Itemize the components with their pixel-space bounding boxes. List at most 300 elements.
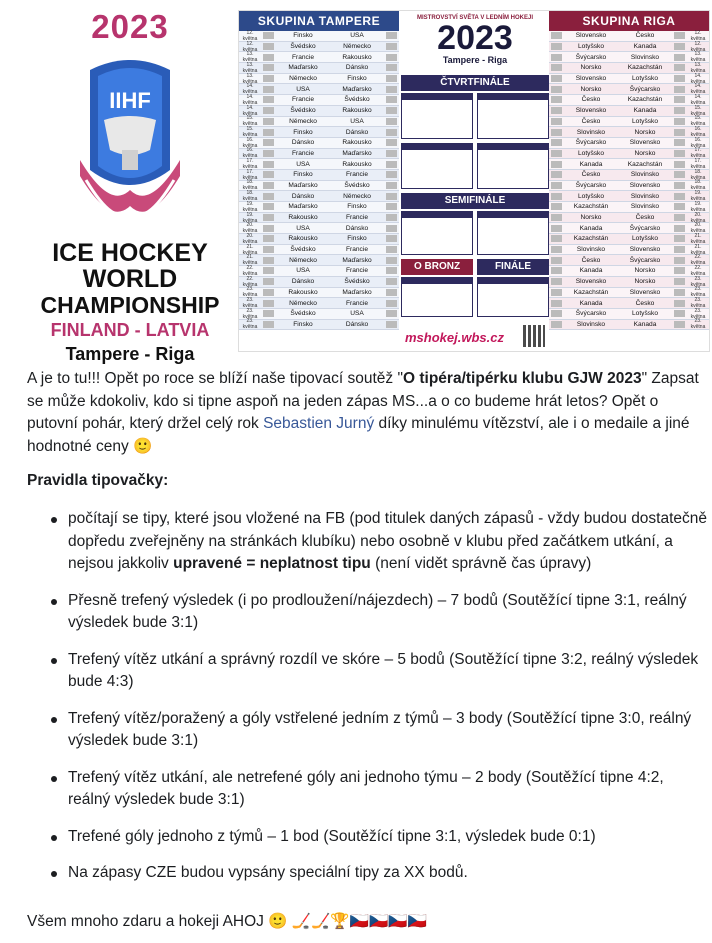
away-team: Lotyšsko bbox=[631, 310, 659, 318]
home-team: Finsko bbox=[293, 32, 313, 40]
away-team: Lotyšsko bbox=[631, 75, 659, 83]
away-team: Švédsko bbox=[344, 278, 370, 286]
match-row bbox=[239, 320, 399, 331]
match-date: 17. května bbox=[242, 168, 258, 181]
bronze-header: O BRONZ bbox=[401, 259, 473, 275]
flag-icon bbox=[551, 278, 562, 285]
rule-item bbox=[48, 508, 708, 576]
flag-icon bbox=[674, 64, 685, 71]
flag-icon bbox=[551, 129, 562, 136]
match-row bbox=[549, 31, 709, 42]
match-date: 13. května bbox=[242, 51, 258, 64]
home-team: Česko bbox=[581, 117, 601, 125]
match-date: 21. května bbox=[690, 232, 706, 245]
flag-icon bbox=[386, 193, 397, 200]
flag-icon bbox=[551, 139, 562, 146]
logo-line-4: FINLAND - LATVIA bbox=[50, 320, 210, 340]
home-team: Kanada bbox=[579, 299, 603, 307]
flag-icon bbox=[386, 289, 397, 296]
match-row bbox=[549, 117, 709, 128]
flag-icon bbox=[386, 171, 397, 178]
flag-icon bbox=[551, 54, 562, 61]
match-date: 13. května bbox=[242, 61, 258, 74]
home-team: USA bbox=[296, 160, 310, 168]
flag-icon bbox=[674, 310, 685, 317]
flag-icon bbox=[551, 32, 562, 39]
match-row bbox=[549, 191, 709, 202]
away-team: Kanada bbox=[633, 107, 657, 115]
group-riga bbox=[549, 11, 709, 353]
match-date: 23. května bbox=[242, 307, 258, 320]
home-team: Švýcarsko bbox=[575, 310, 607, 318]
flag-icon bbox=[551, 257, 562, 264]
away-team: Kazachstán bbox=[627, 96, 663, 104]
flag-icon bbox=[551, 43, 562, 50]
flag-icon bbox=[263, 64, 274, 71]
match-date: 14. května bbox=[242, 93, 258, 106]
home-team: Kanada bbox=[579, 160, 603, 168]
flag-icon bbox=[263, 310, 274, 317]
flag-icon bbox=[263, 278, 274, 285]
match-date: 18. května bbox=[242, 179, 258, 192]
match-row bbox=[239, 84, 399, 95]
match-row bbox=[239, 255, 399, 266]
home-team: Kazachstán bbox=[573, 235, 609, 243]
flag-icon bbox=[551, 171, 562, 178]
away-team: Kazachstán bbox=[627, 160, 663, 168]
flag-icon bbox=[386, 139, 397, 146]
flag-icon bbox=[263, 75, 274, 82]
match-row bbox=[549, 95, 709, 106]
match-row bbox=[549, 84, 709, 95]
match-row bbox=[549, 138, 709, 149]
flag-icon bbox=[386, 54, 397, 61]
championship-logo bbox=[22, 4, 238, 364]
match-date: 16. května bbox=[242, 136, 258, 149]
group-riga-title: SKUPINA RIGA bbox=[549, 11, 709, 31]
away-team: USA bbox=[350, 117, 364, 125]
match-row bbox=[239, 63, 399, 74]
match-row bbox=[239, 31, 399, 42]
logo-line-3: CHAMPIONSHIP bbox=[40, 292, 220, 318]
home-team: USA bbox=[296, 85, 310, 93]
home-team: Německo bbox=[289, 256, 317, 264]
match-date: 14. května bbox=[242, 83, 258, 96]
match-date: 15. května bbox=[690, 104, 706, 117]
poster-subtitle: Tampere - Riga bbox=[442, 55, 508, 65]
home-team: Německo bbox=[289, 299, 317, 307]
flag-icon bbox=[674, 267, 685, 274]
flag-icon bbox=[674, 203, 685, 210]
flag-icon bbox=[551, 75, 562, 82]
flag-icon bbox=[386, 235, 397, 242]
home-team: Norsko bbox=[580, 64, 602, 72]
home-team: Dánsko bbox=[291, 192, 315, 200]
home-team: Slovinsko bbox=[576, 128, 606, 136]
match-date: 22. května bbox=[690, 264, 706, 277]
match-date: 23. května bbox=[690, 275, 706, 288]
flag-icon bbox=[551, 246, 562, 253]
home-team: Slovensko bbox=[575, 32, 607, 40]
away-team: Kanada bbox=[633, 320, 657, 328]
flag-icon bbox=[263, 96, 274, 103]
away-team: Dánsko bbox=[345, 128, 369, 136]
flag-icon bbox=[551, 118, 562, 125]
match-date: 18. května bbox=[242, 190, 258, 203]
intro-text-1: A je to tu!!! Opět po roce se blíží naše tipovací soutěž " bbox=[27, 370, 403, 387]
bronze-box bbox=[401, 277, 473, 317]
flag-icon bbox=[386, 267, 397, 274]
match-row bbox=[549, 52, 709, 63]
rule-item: Trefený vítěz/poražený a góly vstřelené jedním z týmů – 3 body (Soutěžící tipne 3:0, reálný výsledek bude 3:1) bbox=[48, 708, 708, 753]
qf-box-4 bbox=[477, 143, 549, 189]
away-team: Maďarsko bbox=[342, 149, 372, 157]
logo-year: 2023 bbox=[91, 8, 169, 45]
schedule-poster bbox=[238, 10, 710, 352]
match-date: 12. května bbox=[690, 40, 706, 53]
match-date: 21. května bbox=[242, 254, 258, 267]
flag-icon bbox=[674, 129, 685, 136]
match-row bbox=[239, 52, 399, 63]
home-team: Česko bbox=[581, 256, 601, 264]
match-date: 14. května bbox=[690, 93, 706, 106]
sf-box-2 bbox=[477, 211, 549, 255]
flag-icon bbox=[263, 32, 274, 39]
flag-icon bbox=[674, 225, 685, 232]
away-team: Česko bbox=[635, 214, 655, 222]
away-team: Norsko bbox=[634, 267, 656, 275]
home-team: Finsko bbox=[293, 128, 313, 136]
poster-website: mshokej.wbs.cz bbox=[405, 330, 504, 345]
flag-icon bbox=[386, 107, 397, 114]
away-team: Švýcarsko bbox=[629, 85, 661, 93]
flag-icon bbox=[674, 118, 685, 125]
flag-icon bbox=[263, 139, 274, 146]
rule-item: Přesně trefený výsledek (i po prodloužení/nájezdech) – 7 bodů (Soutěžící tipne 3:1, reálný výsledek bude 3:1) bbox=[48, 590, 708, 635]
match-date: 17. května bbox=[690, 147, 706, 160]
flag-icon bbox=[551, 107, 562, 114]
flag-icon bbox=[674, 182, 685, 189]
match-date: 13. května bbox=[690, 61, 706, 74]
match-date: 18. května bbox=[690, 179, 706, 192]
away-team: Francie bbox=[346, 267, 368, 275]
rules-title: Pravidla tipovačky: bbox=[27, 472, 169, 489]
rule-1-note: (není vidět správně čas úpravy) bbox=[370, 555, 592, 572]
match-date: 19. května bbox=[690, 200, 706, 213]
home-team: Švýcarsko bbox=[575, 139, 607, 147]
final-header: FINÁLE bbox=[477, 259, 549, 275]
match-row bbox=[549, 63, 709, 74]
flag-icon bbox=[551, 86, 562, 93]
away-team: Slovinsko bbox=[630, 203, 660, 211]
flag-icon bbox=[263, 321, 274, 328]
match-row bbox=[549, 277, 709, 288]
flag-icon bbox=[386, 278, 397, 285]
home-team: Švýcarsko bbox=[575, 181, 607, 189]
match-row bbox=[239, 138, 399, 149]
flag-icon bbox=[674, 289, 685, 296]
home-team: Norsko bbox=[580, 214, 602, 222]
flag-icon bbox=[674, 107, 685, 114]
away-team: Rakousko bbox=[342, 53, 372, 61]
away-team: USA bbox=[350, 32, 364, 40]
match-date: 19. května bbox=[242, 200, 258, 213]
flag-icon bbox=[386, 182, 397, 189]
flag-icon bbox=[674, 43, 685, 50]
match-row bbox=[239, 181, 399, 192]
flag-icon bbox=[386, 225, 397, 232]
match-row bbox=[239, 288, 399, 299]
flag-icon bbox=[674, 321, 685, 328]
home-team: Slovensko bbox=[575, 75, 607, 83]
match-row bbox=[549, 106, 709, 117]
flag-icon bbox=[551, 289, 562, 296]
match-date: 20. května bbox=[690, 211, 706, 224]
match-row bbox=[549, 223, 709, 234]
away-team: Německo bbox=[343, 192, 371, 200]
contest-name: O tipéra/tipérku klubu GJW 2023 bbox=[403, 370, 642, 387]
flag-icon bbox=[263, 246, 274, 253]
match-row bbox=[549, 149, 709, 160]
qf-box-3 bbox=[401, 143, 473, 189]
flag-icon bbox=[386, 150, 397, 157]
home-team: Lotyšsko bbox=[577, 43, 605, 51]
flag-icon bbox=[386, 32, 397, 39]
away-team: Maďarsko bbox=[342, 288, 372, 296]
match-row bbox=[239, 191, 399, 202]
match-date: 23. května bbox=[242, 318, 258, 331]
home-team: Švédsko bbox=[290, 107, 316, 115]
match-date: 12. května bbox=[242, 40, 258, 53]
flag-icon bbox=[263, 214, 274, 221]
away-team: Finsko bbox=[347, 75, 367, 83]
match-date: 17. května bbox=[690, 158, 706, 171]
flag-icon bbox=[674, 257, 685, 264]
away-team: Slovinsko bbox=[630, 192, 660, 200]
match-row bbox=[549, 309, 709, 320]
group-tampere-title: SKUPINA TAMPERE bbox=[239, 11, 399, 31]
quarterfinal-header: ČTVRTFINÁLE bbox=[401, 75, 549, 91]
flag-icon bbox=[551, 203, 562, 210]
flag-icon bbox=[674, 171, 685, 178]
home-team: Dánsko bbox=[291, 278, 315, 286]
flag-icon bbox=[551, 310, 562, 317]
away-team: Norsko bbox=[634, 128, 656, 136]
home-team: USA bbox=[296, 267, 310, 275]
match-row bbox=[239, 106, 399, 117]
rules-list bbox=[48, 508, 708, 899]
flag-icon bbox=[551, 193, 562, 200]
match-date: 13. května bbox=[690, 51, 706, 64]
away-team: Francie bbox=[346, 299, 368, 307]
match-date: 22. května bbox=[242, 264, 258, 277]
match-date: 22. května bbox=[690, 254, 706, 267]
away-team: Německo bbox=[343, 43, 371, 51]
match-date: 14. května bbox=[690, 72, 706, 85]
match-row bbox=[239, 95, 399, 106]
flag-icon bbox=[386, 129, 397, 136]
flag-icon bbox=[263, 129, 274, 136]
flag-icon bbox=[263, 235, 274, 242]
away-team: Slovinsko bbox=[630, 53, 660, 61]
rule-1-text: počítají se tipy, které jsou vložené na FB (pod titulek daných zápasů - vždy budou dostatečně dopředu zveřejněny na stránkách klubíku) nebo osobně v klubu před začátkem utkání, a nejsou jakkoliv bbox=[68, 510, 708, 572]
match-date: 15. května bbox=[242, 115, 258, 128]
home-team: Kazachstán bbox=[573, 288, 609, 296]
match-date: 23. května bbox=[690, 318, 706, 331]
home-team: Francie bbox=[292, 149, 314, 157]
sf-box-1 bbox=[401, 211, 473, 255]
home-team: Kanada bbox=[579, 267, 603, 275]
home-team: Švédsko bbox=[290, 43, 316, 51]
flag-icon bbox=[551, 225, 562, 232]
match-row bbox=[239, 309, 399, 320]
away-team: Kanada bbox=[633, 43, 657, 51]
match-row bbox=[549, 234, 709, 245]
home-team: Slovensko bbox=[575, 278, 607, 286]
playoff-column bbox=[401, 11, 549, 353]
match-row bbox=[239, 42, 399, 53]
final-box bbox=[477, 277, 549, 317]
match-row bbox=[549, 255, 709, 266]
flag-icon bbox=[551, 150, 562, 157]
rule-item: Trefený vítěz utkání, ale netrefené góly ani jednoho týmu – 2 body (Soutěžící tipne 4:2, reálný výsledek bude 3:1) bbox=[48, 767, 708, 812]
flag-icon bbox=[263, 300, 274, 307]
match-row bbox=[549, 127, 709, 138]
home-team: Rakousko bbox=[288, 214, 318, 222]
match-row bbox=[549, 42, 709, 53]
poster-year: 2023 bbox=[437, 19, 513, 57]
away-team: Finsko bbox=[347, 235, 367, 243]
flag-icon bbox=[551, 321, 562, 328]
flag-icon bbox=[263, 257, 274, 264]
flag-icon bbox=[674, 96, 685, 103]
home-team: Německo bbox=[289, 117, 317, 125]
match-row bbox=[239, 298, 399, 309]
home-team: Lotyšsko bbox=[577, 192, 605, 200]
match-row bbox=[239, 74, 399, 85]
flag-icon bbox=[263, 86, 274, 93]
match-date: 20. května bbox=[242, 232, 258, 245]
match-row bbox=[239, 149, 399, 160]
away-team: Švédsko bbox=[344, 96, 370, 104]
match-date: 15. května bbox=[690, 115, 706, 128]
match-row bbox=[239, 277, 399, 288]
home-team: Dánsko bbox=[291, 139, 315, 147]
home-team: Slovensko bbox=[575, 107, 607, 115]
away-team: Norsko bbox=[634, 278, 656, 286]
flag-icon bbox=[386, 43, 397, 50]
away-team: Rakousko bbox=[342, 139, 372, 147]
flag-icon bbox=[386, 246, 397, 253]
flag-icon bbox=[386, 300, 397, 307]
home-team: Česko bbox=[581, 96, 601, 104]
away-team: Švýcarsko bbox=[629, 224, 661, 232]
home-team: Finsko bbox=[293, 171, 313, 179]
match-date: 13. května bbox=[242, 72, 258, 85]
group-tampere bbox=[239, 11, 399, 353]
match-date: 12. května bbox=[242, 29, 258, 42]
home-team: Švédsko bbox=[290, 310, 316, 318]
flag-icon bbox=[263, 54, 274, 61]
match-date: 20. května bbox=[242, 222, 258, 235]
flag-icon bbox=[551, 96, 562, 103]
qr-code-icon bbox=[523, 325, 545, 347]
flag-icon bbox=[263, 267, 274, 274]
home-team: Lotyšsko bbox=[577, 149, 605, 157]
flag-icon bbox=[551, 64, 562, 71]
match-row bbox=[549, 159, 709, 170]
away-team: Slovinsko bbox=[630, 171, 660, 179]
match-row bbox=[549, 74, 709, 85]
away-team: Švýcarsko bbox=[629, 256, 661, 264]
flag-icon bbox=[674, 214, 685, 221]
logo-line-1: ICE HOCKEY bbox=[52, 239, 208, 267]
flag-icon bbox=[551, 300, 562, 307]
away-team: Lotyšsko bbox=[631, 235, 659, 243]
group-riga-list bbox=[549, 31, 709, 330]
flag-icon bbox=[263, 150, 274, 157]
post-intro bbox=[27, 368, 705, 458]
flag-icon bbox=[674, 193, 685, 200]
group-tampere-list bbox=[239, 31, 399, 330]
away-team: Rakousko bbox=[342, 160, 372, 168]
home-team: Německo bbox=[289, 75, 317, 83]
home-team: Rakousko bbox=[288, 288, 318, 296]
flag-icon bbox=[263, 43, 274, 50]
flag-icon bbox=[674, 32, 685, 39]
match-row bbox=[549, 213, 709, 224]
home-team: USA bbox=[296, 224, 310, 232]
home-team: Kazachstán bbox=[573, 203, 609, 211]
away-team: Slovensko bbox=[629, 139, 661, 147]
flag-icon bbox=[386, 214, 397, 221]
semifinal-header: SEMIFINÁLE bbox=[401, 193, 549, 209]
profile-link[interactable]: Sebastien Jurný bbox=[263, 415, 375, 432]
home-team: Francie bbox=[292, 53, 314, 61]
flag-icon bbox=[263, 193, 274, 200]
flag-icon bbox=[674, 278, 685, 285]
match-row bbox=[239, 266, 399, 277]
flag-icon bbox=[263, 289, 274, 296]
flag-icon bbox=[674, 86, 685, 93]
rule-1-bold: upravené = neplatnost tipu bbox=[173, 555, 371, 572]
match-date: 21. května bbox=[242, 243, 258, 256]
home-team: Slovinsko bbox=[576, 246, 606, 254]
match-row bbox=[549, 170, 709, 181]
flag-icon bbox=[386, 257, 397, 264]
away-team: USA bbox=[350, 310, 364, 318]
away-team: Česko bbox=[635, 32, 655, 40]
match-date: 19. května bbox=[242, 211, 258, 224]
home-team: Kanada bbox=[579, 224, 603, 232]
flag-icon bbox=[674, 300, 685, 307]
flag-icon bbox=[386, 64, 397, 71]
match-row bbox=[549, 245, 709, 256]
flag-icon bbox=[386, 118, 397, 125]
flag-icon bbox=[386, 310, 397, 317]
match-row bbox=[239, 117, 399, 128]
away-team: Norsko bbox=[634, 149, 656, 157]
flag-icon bbox=[551, 214, 562, 221]
match-date: 16. května bbox=[690, 126, 706, 139]
match-row bbox=[549, 181, 709, 192]
flag-icon bbox=[263, 225, 274, 232]
away-team: Maďarsko bbox=[342, 85, 372, 93]
flag-icon bbox=[263, 182, 274, 189]
flag-icon bbox=[674, 246, 685, 253]
away-team: Francie bbox=[346, 171, 368, 179]
home-team: Norsko bbox=[580, 85, 602, 93]
